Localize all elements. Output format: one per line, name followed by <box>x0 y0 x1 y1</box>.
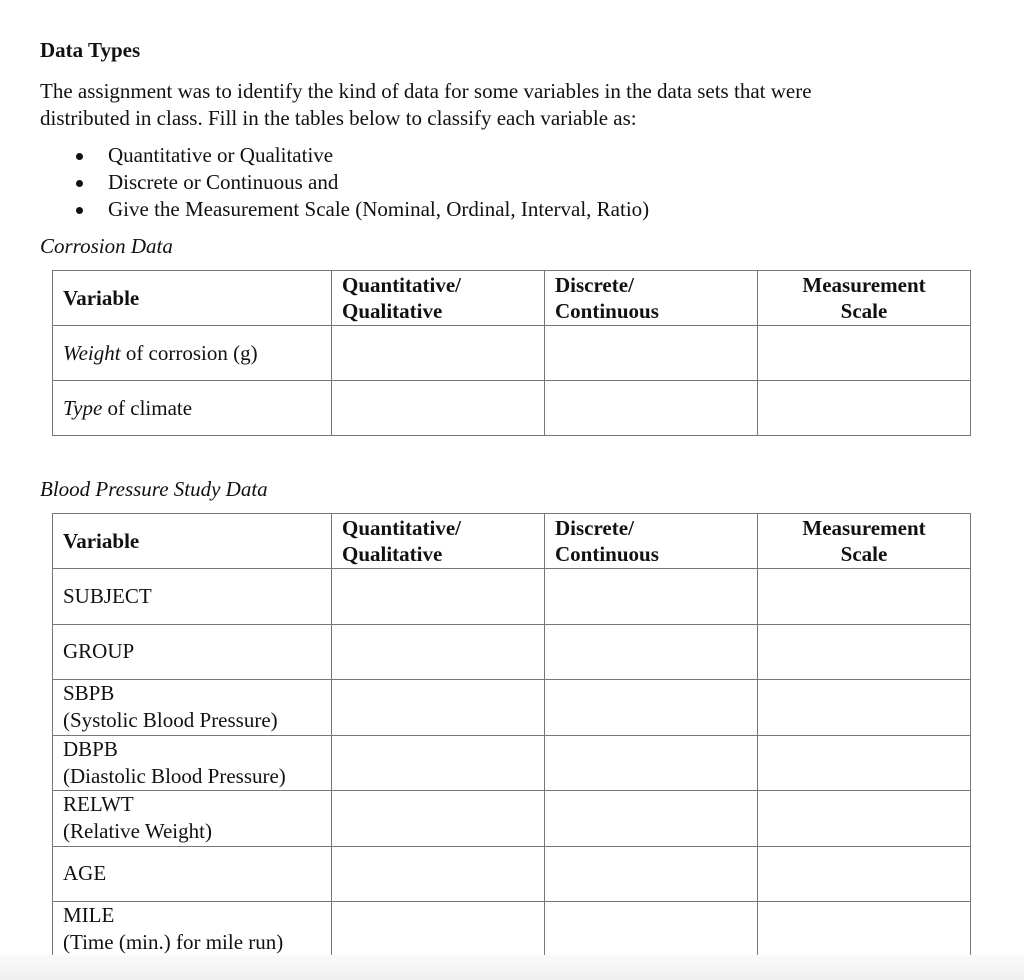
answer-cell[interactable] <box>332 846 545 902</box>
answer-cell[interactable] <box>545 902 758 958</box>
header-quant-qual <box>332 271 545 326</box>
answer-cell[interactable] <box>545 624 758 680</box>
intro-line: distributed in class. Fill in the tables below to classify each variable as: <box>40 106 637 130</box>
variable-name: DBPB <box>63 736 118 761</box>
table-row <box>53 791 971 847</box>
table-row <box>53 680 971 736</box>
answer-cell[interactable] <box>332 569 545 625</box>
answer-cell[interactable] <box>332 902 545 958</box>
corrosion-caption: Corrosion Data <box>40 234 173 258</box>
variable-desc: (Relative Weight) <box>63 819 212 844</box>
answer-cell[interactable] <box>758 902 971 958</box>
variable-cell <box>53 381 332 436</box>
answer-cell[interactable] <box>545 791 758 847</box>
list-item: Discrete or Continuous and <box>40 169 649 196</box>
variable-cell <box>53 569 332 625</box>
header-text: Qualitative <box>342 299 443 323</box>
intro-text <box>40 78 812 132</box>
table-row <box>53 381 971 436</box>
header-discrete-continuous <box>545 514 758 569</box>
answer-cell[interactable] <box>332 680 545 736</box>
header-text: Discrete/ <box>555 516 634 540</box>
blood-pressure-table <box>52 513 971 958</box>
header-text: Scale <box>840 299 888 323</box>
variable-name: SUBJECT <box>63 583 152 608</box>
answer-cell[interactable] <box>332 735 545 791</box>
header-text: Measurement <box>802 516 926 540</box>
header-text: Qualitative <box>342 542 443 566</box>
blood-caption: Blood Pressure Study Data <box>40 477 268 501</box>
answer-cell[interactable] <box>758 680 971 736</box>
answer-cell[interactable] <box>332 624 545 680</box>
answer-cell[interactable] <box>545 326 758 381</box>
variable-desc: (Diastolic Blood Pressure) <box>63 763 286 788</box>
variable-desc: (Time (min.) for mile run) <box>63 930 284 955</box>
variable-desc: of corrosion (g) <box>120 340 258 365</box>
page-title: Data Types <box>40 38 141 62</box>
answer-cell[interactable] <box>545 735 758 791</box>
answer-cell[interactable] <box>332 791 545 847</box>
header-quant-qual <box>332 514 545 569</box>
header-discrete-continuous <box>545 271 758 326</box>
variable-cell <box>53 791 332 847</box>
variable-cell <box>53 624 332 680</box>
header-text: Continuous <box>555 542 659 566</box>
header-text: Discrete/ <box>555 273 634 297</box>
answer-cell[interactable] <box>758 846 971 902</box>
variable-cell <box>53 846 332 902</box>
variable-cell <box>53 735 332 791</box>
table-row <box>53 326 971 381</box>
variable-name: AGE <box>63 861 107 886</box>
header-text: Measurement <box>802 273 926 297</box>
answer-cell[interactable] <box>758 624 971 680</box>
answer-cell[interactable] <box>332 326 545 381</box>
intro-line: The assignment was to identify the kind of data for some variables in the data sets that were <box>40 79 812 103</box>
header-measurement-scale <box>758 271 971 326</box>
answer-cell[interactable] <box>545 846 758 902</box>
table-row <box>53 569 971 625</box>
variable-cell <box>53 680 332 736</box>
corrosion-table <box>52 270 971 436</box>
answer-cell[interactable] <box>545 569 758 625</box>
answer-cell[interactable] <box>758 381 971 436</box>
variable-desc: (Systolic Blood Pressure) <box>63 708 278 733</box>
header-variable: Variable <box>53 271 332 326</box>
table-row <box>53 735 971 791</box>
answer-cell[interactable] <box>758 735 971 791</box>
variable-name: GROUP <box>63 639 135 664</box>
header-text: Continuous <box>555 299 659 323</box>
answer-cell[interactable] <box>545 680 758 736</box>
variable-name: MILE <box>63 903 115 928</box>
table-row <box>53 846 971 902</box>
table-row <box>53 902 971 958</box>
variable-name: SBPB <box>63 681 115 706</box>
list-item: Quantitative or Qualitative <box>40 142 649 169</box>
answer-cell[interactable] <box>545 381 758 436</box>
header-measurement-scale <box>758 514 971 569</box>
header-text: Quantitative/ <box>342 273 461 297</box>
header-text: Quantitative/ <box>342 516 461 540</box>
list-item: Give the Measurement Scale (Nominal, Ordinal, Interval, Ratio) <box>40 196 649 223</box>
variable-cell <box>53 902 332 958</box>
variable-cell <box>53 326 332 381</box>
answer-cell[interactable] <box>758 791 971 847</box>
page-edge <box>0 955 1024 980</box>
answer-cell[interactable] <box>758 326 971 381</box>
header-text: Scale <box>840 542 888 566</box>
answer-cell[interactable] <box>758 569 971 625</box>
table-row <box>53 624 971 680</box>
variable-desc: of climate <box>102 395 193 420</box>
header-variable: Variable <box>53 514 332 569</box>
bullet-list <box>40 142 649 223</box>
variable-name: Weight <box>63 340 121 365</box>
header-row <box>53 514 971 569</box>
variable-name: RELWT <box>63 792 134 817</box>
answer-cell[interactable] <box>332 381 545 436</box>
variable-name: Type <box>63 395 103 420</box>
header-row <box>53 271 971 326</box>
